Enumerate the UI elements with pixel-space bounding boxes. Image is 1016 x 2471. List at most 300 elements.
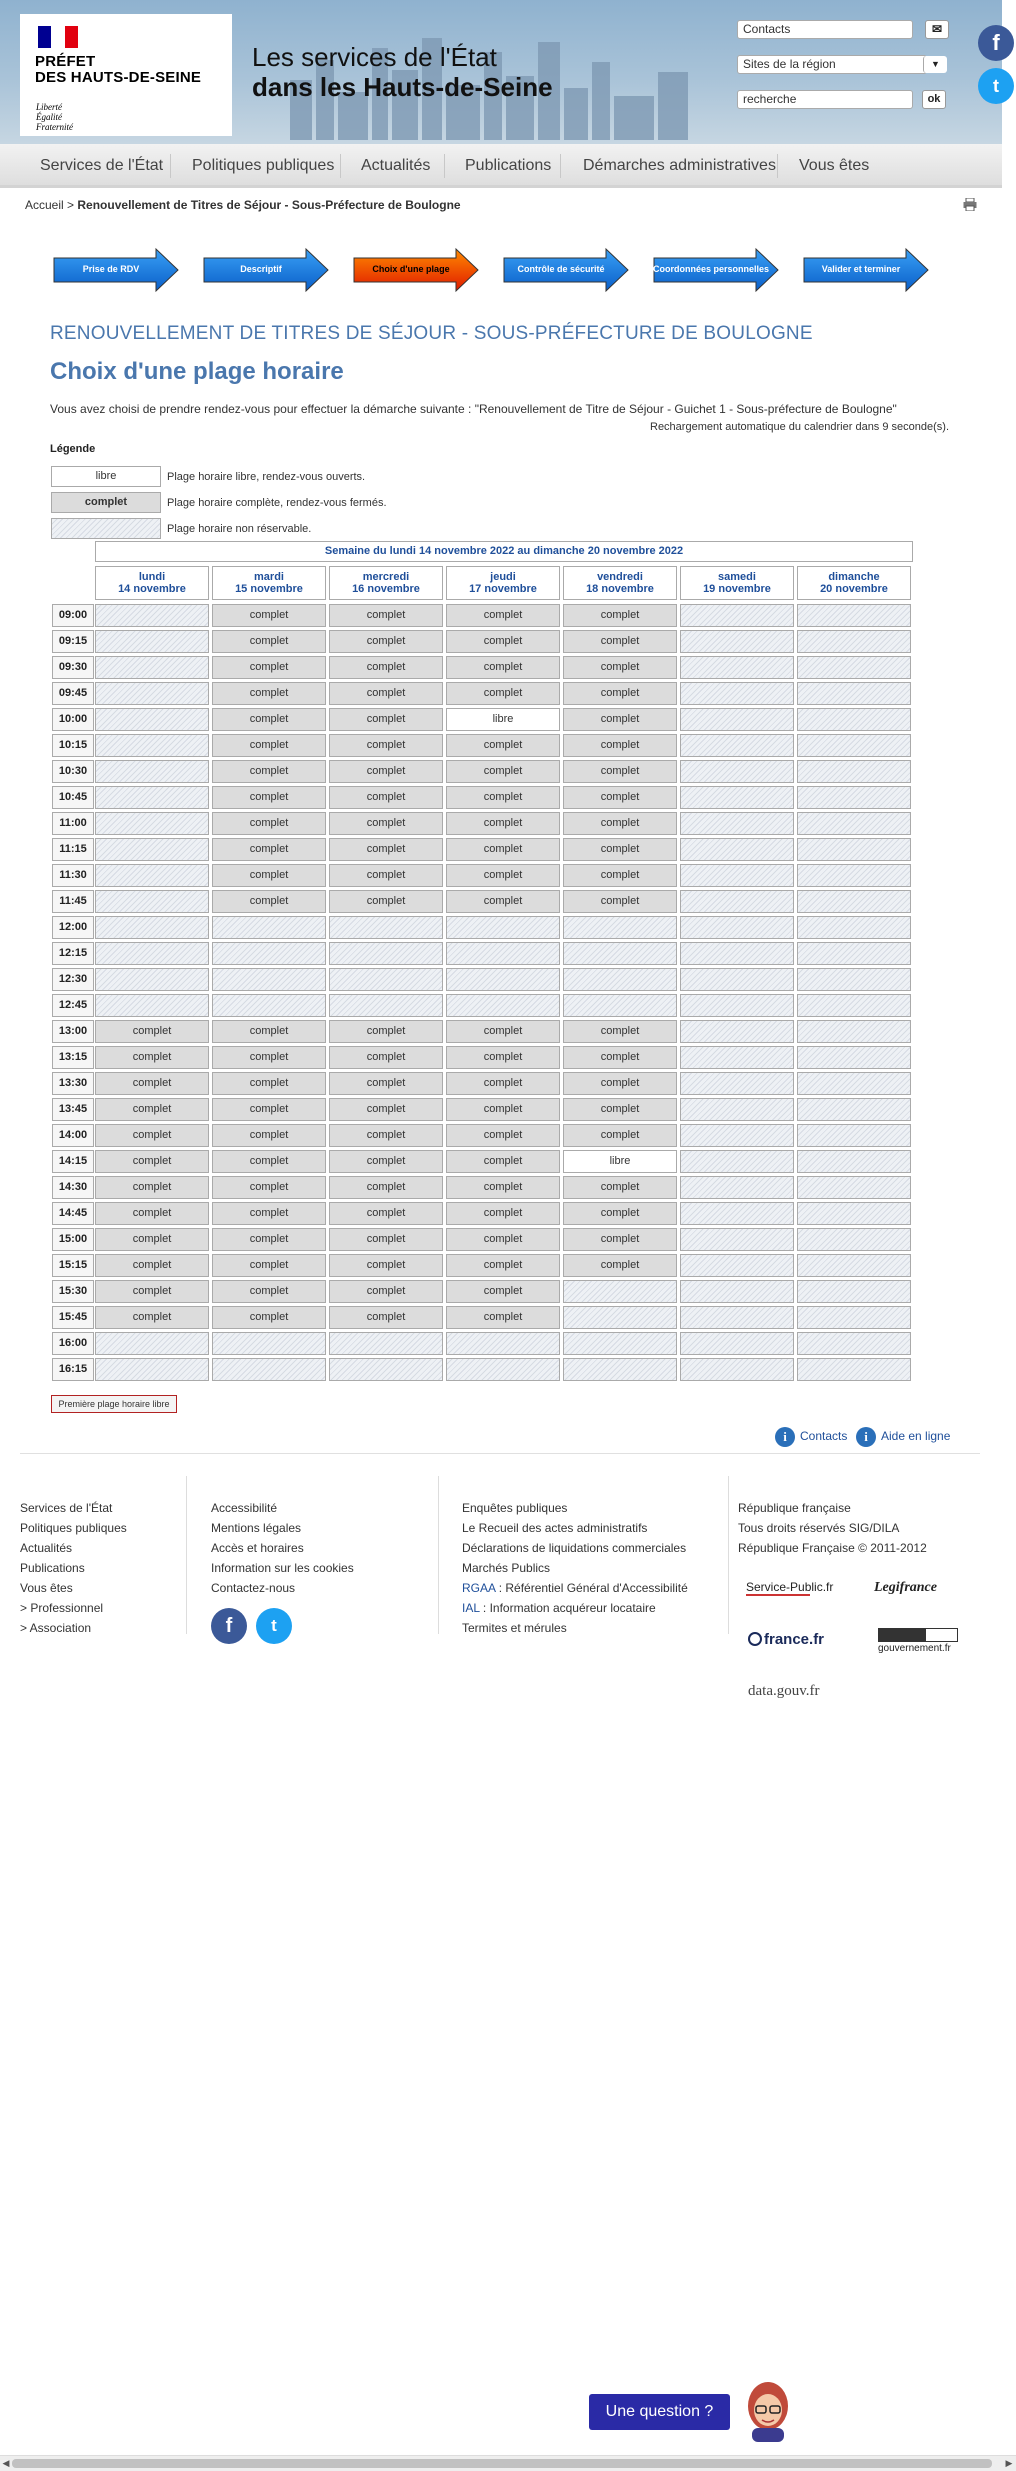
day-name: mardi [254, 571, 284, 583]
slot-unavailable [212, 916, 326, 939]
horizontal-scrollbar[interactable] [0, 2455, 1016, 2471]
slot-unavailable [797, 1020, 911, 1043]
day-date: 16 novembre [352, 583, 420, 595]
slot-full: complet [563, 786, 677, 809]
slot-full: complet [446, 656, 560, 679]
slot-unavailable [797, 1358, 911, 1381]
time-label: 10:15 [52, 734, 94, 757]
slot-full: complet [329, 734, 443, 757]
day-header-samedi [680, 566, 794, 600]
slot-full: complet [563, 1072, 677, 1095]
service-public-logo[interactable]: Service-Public.fr [746, 1580, 834, 1594]
slot-unavailable [446, 1358, 560, 1381]
slot-unavailable [797, 1072, 911, 1095]
time-label: 10:45 [52, 786, 94, 809]
footer-column-copyright [738, 1498, 927, 1558]
time-label: 09:15 [52, 630, 94, 653]
assistant-avatar[interactable] [742, 2380, 794, 2442]
step-4 [502, 247, 640, 293]
slot-full: complet [446, 604, 560, 627]
slot-full: complet [212, 708, 326, 731]
time-label: 16:15 [52, 1358, 94, 1381]
slot-unavailable [95, 604, 209, 627]
slot-full: complet [563, 604, 677, 627]
site-header [0, 0, 1002, 144]
slot-full: complet [329, 864, 443, 887]
slot-unavailable [680, 1020, 794, 1043]
breadcrumb-current: Renouvellement de Titres de Séjour - Sous-Préfecture de Boulogne [77, 198, 461, 212]
search-button[interactable]: ok [922, 90, 946, 109]
slot-full: complet [446, 838, 560, 861]
slot-full: complet [95, 1202, 209, 1225]
slot-full: complet [329, 838, 443, 861]
france-fr-logo[interactable]: france.fr [748, 1632, 824, 1648]
time-label: 13:30 [52, 1072, 94, 1095]
time-label: 12:00 [52, 916, 94, 939]
contacts-field[interactable]: Contacts [737, 20, 913, 39]
slot-full: complet [212, 760, 326, 783]
day-date: 17 novembre [469, 583, 537, 595]
footer-link[interactable] [462, 1578, 688, 1598]
slot-full: complet [446, 1072, 560, 1095]
slot-unavailable [680, 734, 794, 757]
footer-link[interactable]: Contactez-nous [211, 1581, 296, 1595]
slot-unavailable [95, 994, 209, 1017]
time-label: 11:00 [52, 812, 94, 835]
slot-unavailable [797, 1124, 911, 1147]
slot-unavailable [95, 890, 209, 913]
footer-text: Tous droits réservés SIG/DILA [738, 1521, 900, 1535]
slot-unavailable [95, 916, 209, 939]
slot-full: complet [329, 682, 443, 705]
slot-unavailable [797, 630, 911, 653]
slot-unavailable [95, 760, 209, 783]
logo-motto: Liberté Égalité Fraternité [36, 102, 73, 132]
mail-icon[interactable]: ✉ [925, 20, 949, 39]
slot-full: complet [563, 812, 677, 835]
slot-full: complet [563, 1228, 677, 1251]
reload-countdown: Rechargement automatique du calendrier dans 9 seconde(s). [650, 421, 950, 433]
footer-link-text: Termites et mérules [462, 1621, 567, 1635]
breadcrumb-home[interactable]: Accueil [25, 198, 64, 212]
slot-unavailable [446, 994, 560, 1017]
slot-full: complet [446, 1280, 560, 1303]
slot-full: complet [212, 1202, 326, 1225]
legend-full-box: complet [51, 492, 161, 513]
time-label: 13:00 [52, 1020, 94, 1043]
step-6 [802, 247, 940, 293]
slot-full: complet [563, 1124, 677, 1147]
footer-link[interactable] [462, 1538, 688, 1558]
slot-unavailable [212, 942, 326, 965]
slot-unavailable [329, 1332, 443, 1355]
nav-item-demarches[interactable]: Démarches administratives [583, 157, 776, 174]
slot-full: complet [212, 1228, 326, 1251]
footer-link-text: Enquêtes publiques [462, 1501, 568, 1515]
intro-text: Vous avez choisi de prendre rendez-vous pour effectuer la démarche suivante : "Renouvellement de Titre de Séjour - Guichet 1 - Sous-préfecture de Boulogne" [50, 402, 897, 416]
step-label: Valider et terminer [821, 264, 901, 274]
site-title: Les services de l'État dans les Hauts-de-Seine [252, 42, 553, 102]
marianne-flag-icon [38, 26, 78, 48]
slot-full: complet [446, 1124, 560, 1147]
slot-unavailable [329, 968, 443, 991]
slot-unavailable [95, 942, 209, 965]
day-header-mardi [212, 566, 326, 600]
day-date: 18 novembre [586, 583, 654, 595]
slot-full: complet [329, 1098, 443, 1121]
print-icon[interactable] [963, 198, 977, 211]
slot-full: complet [563, 630, 677, 653]
slot-full: complet [446, 1202, 560, 1225]
slot-full: complet [329, 708, 443, 731]
data-gouv-logo[interactable]: data.gouv.fr [748, 1683, 820, 1699]
slot-unavailable [680, 1202, 794, 1225]
slot-full: complet [446, 1046, 560, 1069]
nav-item-publications[interactable]: Publications [465, 157, 552, 174]
slot-full: complet [329, 1202, 443, 1225]
breadcrumb-separator: > [67, 198, 75, 212]
slot-unavailable [680, 682, 794, 705]
slot-full: complet [212, 1306, 326, 1329]
footer-link-text: Marchés Publics [462, 1561, 551, 1575]
slot-full: complet [95, 1046, 209, 1069]
slot-unavailable [95, 656, 209, 679]
slot-full: complet [446, 890, 560, 913]
slot-full: complet [212, 1046, 326, 1069]
slot-unavailable [797, 916, 911, 939]
footer-link[interactable]: Politiques publiques [20, 1521, 127, 1535]
slot-unavailable [797, 1150, 911, 1173]
slot-unavailable [329, 942, 443, 965]
slot-unavailable [95, 708, 209, 731]
search-input[interactable]: recherche [737, 90, 913, 109]
slot-unavailable [797, 812, 911, 835]
slot-unavailable [680, 1124, 794, 1147]
nav-separator [340, 154, 341, 178]
day-header-vendredi [563, 566, 677, 600]
slot-full: complet [329, 630, 443, 653]
nav-item-vous-etes[interactable]: Vous êtes [799, 157, 870, 174]
time-label: 09:00 [52, 604, 94, 627]
slot-free[interactable]: libre [446, 708, 560, 731]
slot-unavailable [329, 994, 443, 1017]
footer-link[interactable] [462, 1558, 688, 1578]
time-label: 09:45 [52, 682, 94, 705]
slot-full: complet [563, 838, 677, 861]
chat-question-button[interactable]: Une question ? [589, 2394, 730, 2430]
slot-unavailable [212, 1358, 326, 1381]
footer-link[interactable]: Information sur les cookies [211, 1561, 354, 1575]
legend-free-text: Plage horaire libre, rendez-vous ouverts. [167, 471, 366, 483]
slot-full: complet [446, 682, 560, 705]
footer-link-text: Déclarations de liquidations commerciales [462, 1541, 687, 1555]
time-label: 12:45 [52, 994, 94, 1017]
twitter-icon[interactable]: t [978, 68, 1014, 104]
slot-full: complet [563, 1020, 677, 1043]
day-date: 14 novembre [118, 583, 186, 595]
footer-link[interactable]: Services de l'État [20, 1501, 113, 1515]
slot-full: complet [212, 864, 326, 887]
slot-unavailable [446, 916, 560, 939]
slot-unavailable [797, 1046, 911, 1069]
slot-full: complet [446, 1176, 560, 1199]
slot-unavailable [797, 1228, 911, 1251]
slot-unavailable [680, 1358, 794, 1381]
slot-full: complet [212, 1280, 326, 1303]
info-icon[interactable]: i [856, 1427, 876, 1447]
service-public-logo-line [746, 1594, 810, 1596]
slot-unavailable [797, 760, 911, 783]
chevron-down-icon[interactable]: ▼ [923, 56, 947, 73]
nav-separator [170, 154, 171, 178]
info-icon[interactable]: i [775, 1427, 795, 1447]
slot-unavailable [680, 1176, 794, 1199]
slot-unavailable [797, 994, 911, 1017]
slot-full: complet [563, 1176, 677, 1199]
step-5 [652, 247, 790, 293]
footer-link-text: : Référentiel Général d'Accessibilité [495, 1581, 688, 1595]
footer-column-legal [211, 1498, 354, 1598]
slot-unavailable [797, 1176, 911, 1199]
day-header-dimanche [797, 566, 911, 600]
footer-divider [20, 1453, 980, 1454]
slot-unavailable [680, 604, 794, 627]
slot-unavailable [680, 1072, 794, 1095]
step-2 [202, 247, 340, 293]
slot-full: complet [446, 786, 560, 809]
slot-unavailable [797, 968, 911, 991]
slot-unavailable [680, 1150, 794, 1173]
slot-unavailable [329, 916, 443, 939]
step-label: Prise de RDV [82, 264, 140, 274]
slot-full: complet [563, 1046, 677, 1069]
slot-full: complet [563, 1202, 677, 1225]
slot-unavailable [95, 864, 209, 887]
gouvernement-logo[interactable]: gouvernement.fr [878, 1628, 958, 1656]
scroll-right-icon[interactable]: ▶ [1005, 2459, 1013, 2469]
time-label: 11:15 [52, 838, 94, 861]
slot-unavailable [95, 1358, 209, 1381]
slot-full: complet [212, 838, 326, 861]
time-label: 15:30 [52, 1280, 94, 1303]
day-date: 20 novembre [820, 583, 888, 595]
slot-full: complet [446, 1150, 560, 1173]
slot-unavailable [446, 968, 560, 991]
scroll-left-icon[interactable]: ◀ [2, 2459, 10, 2469]
day-header-lundi [95, 566, 209, 600]
slot-full: complet [329, 1046, 443, 1069]
slot-full: complet [95, 1306, 209, 1329]
slot-full: complet [212, 786, 326, 809]
slot-full: complet [563, 682, 677, 705]
slot-unavailable [797, 656, 911, 679]
slot-full: complet [329, 1124, 443, 1147]
twitter-icon[interactable]: t [256, 1608, 292, 1644]
scrollbar-thumb[interactable] [12, 2459, 992, 2468]
slot-full: complet [563, 656, 677, 679]
day-date: 19 novembre [703, 583, 771, 595]
slot-full: complet [329, 1020, 443, 1043]
slot-unavailable [563, 968, 677, 991]
slot-unavailable [95, 786, 209, 809]
contacts-link[interactable]: Contacts [800, 1429, 848, 1443]
slot-full: complet [563, 1098, 677, 1121]
page-title: Choix d'une plage horaire [50, 358, 344, 385]
time-label: 14:00 [52, 1124, 94, 1147]
slot-full: complet [446, 760, 560, 783]
slot-full: complet [446, 1098, 560, 1121]
slot-full: complet [446, 630, 560, 653]
slot-full: complet [563, 760, 677, 783]
slot-unavailable [212, 994, 326, 1017]
day-name: mercredi [362, 571, 410, 583]
footer-link[interactable]: Actualités [20, 1541, 73, 1555]
footer-link[interactable] [462, 1618, 688, 1638]
slot-unavailable [680, 994, 794, 1017]
slot-free[interactable]: libre [563, 1150, 677, 1173]
footer-link[interactable] [462, 1518, 688, 1538]
footer-link[interactable]: Publications [20, 1561, 85, 1575]
slot-full: complet [95, 1072, 209, 1095]
slot-unavailable [797, 838, 911, 861]
slot-unavailable [680, 1098, 794, 1121]
footer-link[interactable]: > Professionnel [20, 1601, 104, 1615]
slot-full: complet [563, 864, 677, 887]
footer-abbr: RGAA [462, 1581, 496, 1595]
slot-unavailable [797, 1254, 911, 1277]
footer-abbr: IAL [462, 1601, 480, 1615]
slot-full: complet [212, 1098, 326, 1121]
day-header-jeudi [446, 566, 560, 600]
slot-unavailable [680, 630, 794, 653]
footer-text: République française [738, 1501, 851, 1515]
time-label: 15:15 [52, 1254, 94, 1277]
time-label: 14:45 [52, 1202, 94, 1225]
prefet-logo[interactable] [20, 14, 232, 136]
time-label: 14:30 [52, 1176, 94, 1199]
region-select[interactable]: Sites de la région [737, 55, 927, 74]
slot-unavailable [797, 734, 911, 757]
slot-full: complet [212, 1254, 326, 1277]
logo-title: PRÉFET DES HAUTS-DE-SEINE [35, 53, 202, 86]
legend-title: Légende [50, 443, 96, 455]
legifrance-logo[interactable]: Legifrance [874, 1580, 937, 1595]
slot-unavailable [95, 630, 209, 653]
time-label: 16:00 [52, 1332, 94, 1355]
slot-unavailable [563, 942, 677, 965]
slot-unavailable [680, 656, 794, 679]
slot-full: complet [95, 1254, 209, 1277]
slot-unavailable [680, 1280, 794, 1303]
slot-full: complet [329, 1072, 443, 1095]
footer-column-site [20, 1498, 127, 1638]
slot-full: complet [329, 1280, 443, 1303]
footer-link[interactable]: Accès et horaires [211, 1541, 304, 1555]
slot-full: complet [329, 1176, 443, 1199]
time-label: 12:30 [52, 968, 94, 991]
time-label: 12:15 [52, 942, 94, 965]
slot-full: complet [212, 734, 326, 757]
day-name: dimanche [828, 571, 880, 583]
breadcrumb [25, 198, 461, 212]
step-label: Contrôle de sécurité [517, 264, 605, 274]
slot-full: complet [446, 734, 560, 757]
slot-full: complet [329, 1150, 443, 1173]
legend-free-box: libre [51, 466, 161, 487]
day-name: vendredi [597, 571, 643, 583]
slot-full: complet [329, 786, 443, 809]
nav-item-actualites[interactable]: Actualités [361, 157, 431, 174]
page-subtitle: RENOUVELLEMENT DE TITRES DE SÉJOUR - SOUS-PRÉFECTURE DE BOULOGNE [50, 323, 813, 344]
slot-unavailable [680, 1332, 794, 1355]
footer-link[interactable] [462, 1598, 688, 1618]
slot-full: complet [212, 656, 326, 679]
slot-full: complet [446, 1020, 560, 1043]
slot-unavailable [680, 916, 794, 939]
nav-separator [444, 154, 445, 178]
slot-unavailable [95, 682, 209, 705]
slot-unavailable [563, 916, 677, 939]
day-date: 15 novembre [235, 583, 303, 595]
slot-full: complet [563, 734, 677, 757]
footer-link[interactable] [462, 1498, 688, 1518]
main-nav [0, 144, 1002, 188]
slot-full: complet [95, 1098, 209, 1121]
slot-full: complet [446, 864, 560, 887]
slot-full: complet [95, 1020, 209, 1043]
footer-link[interactable]: Vous êtes [20, 1581, 73, 1595]
footer-link[interactable]: Mentions légales [211, 1521, 302, 1535]
footer-link-text: : Information acquéreur locataire [479, 1601, 656, 1615]
site-footer [0, 1462, 1002, 1702]
slot-unavailable [446, 942, 560, 965]
footer-link[interactable]: > Association [20, 1621, 92, 1635]
slot-unavailable [797, 1202, 911, 1225]
facebook-icon[interactable]: f [211, 1608, 247, 1644]
slot-full: complet [329, 1254, 443, 1277]
slot-unavailable [680, 1228, 794, 1251]
slot-unavailable [563, 1306, 677, 1329]
nav-item-services[interactable]: Services de l'État [40, 157, 164, 174]
footer-link[interactable]: Accessibilité [211, 1501, 278, 1515]
week-header: Semaine du lundi 14 novembre 2022 au dimanche 20 novembre 2022 [95, 541, 913, 562]
slot-unavailable [797, 864, 911, 887]
step-1 [52, 247, 190, 293]
slot-unavailable [797, 1280, 911, 1303]
footer-text: République Française © 2011-2012 [738, 1541, 927, 1555]
slot-unavailable [797, 890, 911, 913]
slot-unavailable [212, 1332, 326, 1355]
slot-full: complet [563, 890, 677, 913]
slot-unavailable [95, 1332, 209, 1355]
slot-unavailable [680, 890, 794, 913]
slot-unavailable [797, 786, 911, 809]
step-3 [352, 247, 490, 293]
slot-unavailable [95, 734, 209, 757]
facebook-icon[interactable]: f [978, 25, 1014, 61]
slot-full: complet [95, 1280, 209, 1303]
slot-unavailable [563, 1332, 677, 1355]
first-free-slot-button[interactable]: Première plage horaire libre [51, 1395, 177, 1413]
nav-item-politiques[interactable]: Politiques publiques [192, 157, 335, 174]
slot-unavailable [797, 682, 911, 705]
slot-unavailable [680, 1046, 794, 1069]
time-label: 13:15 [52, 1046, 94, 1069]
online-help-link[interactable]: Aide en ligne [881, 1429, 951, 1443]
slot-full: complet [446, 812, 560, 835]
legend-unavailable-box [51, 518, 161, 539]
step-label: Descriptif [240, 264, 282, 274]
